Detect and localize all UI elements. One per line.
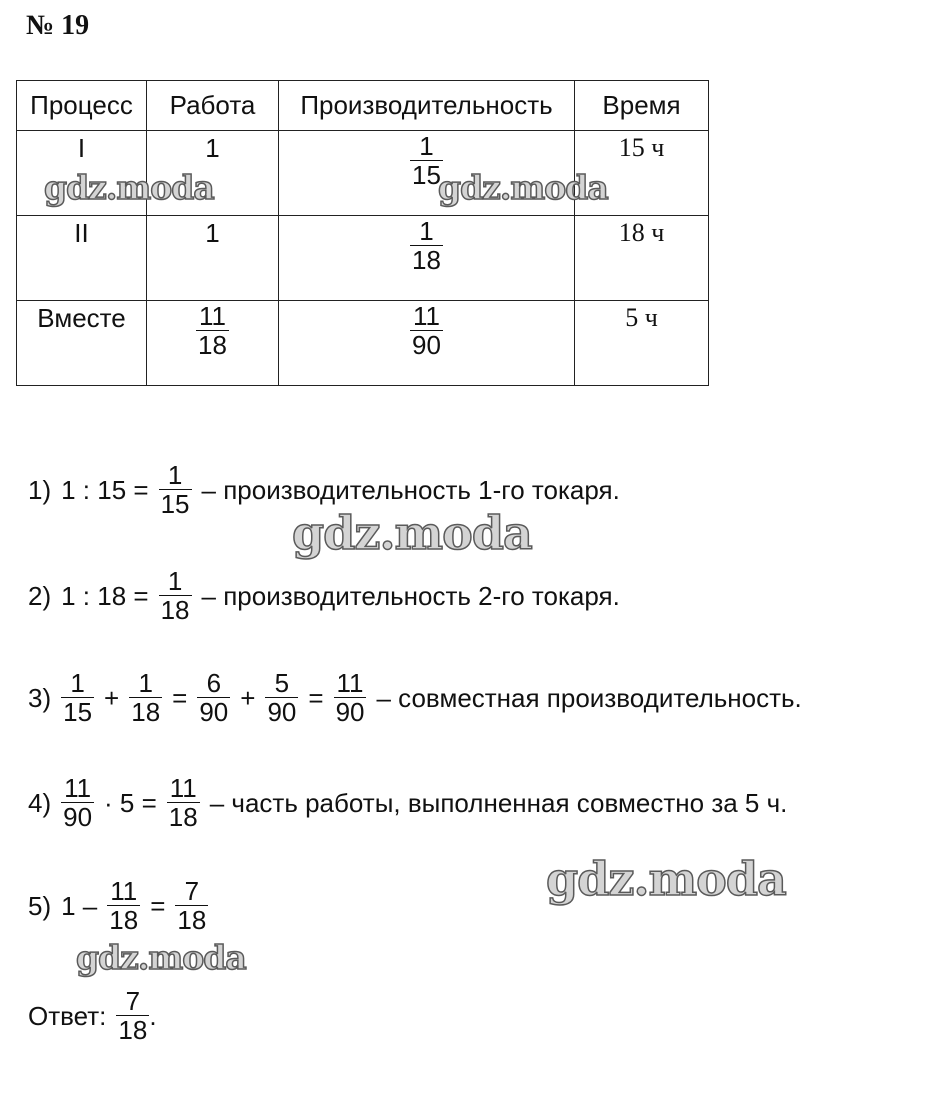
operator: = bbox=[172, 682, 188, 713]
cell-work: 1 bbox=[147, 131, 279, 216]
fraction bbox=[129, 670, 162, 727]
cell-productivity bbox=[279, 131, 575, 216]
cell-process: Вместе bbox=[17, 301, 147, 386]
fraction bbox=[334, 670, 367, 727]
denominator: 18 bbox=[198, 330, 227, 361]
numerator: 1 bbox=[419, 131, 434, 161]
step-text: – часть работы, выполненная совместно за 5 ч. bbox=[209, 787, 788, 818]
step-text: – совместная производительность. bbox=[376, 682, 802, 713]
step-label: 5) bbox=[28, 890, 52, 921]
fraction bbox=[265, 670, 298, 727]
data-table bbox=[16, 80, 709, 386]
step-expression: 1 : 18 = bbox=[61, 580, 149, 611]
denominator: 90 bbox=[412, 330, 441, 361]
answer-label: Ответ: bbox=[28, 1000, 107, 1031]
table-header-row bbox=[17, 81, 709, 131]
solution-step-5 bbox=[28, 878, 208, 935]
denominator: 18 bbox=[177, 905, 207, 936]
denominator: 18 bbox=[168, 802, 198, 833]
header-work: Работа bbox=[147, 81, 279, 131]
step-expression: 1 : 15 = bbox=[61, 474, 149, 505]
fraction bbox=[159, 568, 192, 625]
numerator: 11 bbox=[64, 773, 92, 803]
numerator: 5 bbox=[274, 668, 290, 698]
cell-time: 5 ч bbox=[575, 301, 709, 386]
numerator: 1 bbox=[138, 668, 153, 698]
fraction bbox=[61, 670, 94, 727]
step-label: 3) bbox=[28, 682, 52, 713]
numerator: 11 bbox=[198, 301, 226, 331]
solution-step-1 bbox=[28, 462, 620, 519]
denominator: 15 bbox=[412, 160, 441, 191]
step-text: – производительность 2-го токаря. bbox=[201, 580, 620, 611]
numerator: 1 bbox=[167, 566, 183, 596]
operator: + bbox=[240, 682, 256, 713]
cell-productivity bbox=[279, 301, 575, 386]
step-label: 2) bbox=[28, 580, 52, 611]
denominator: 18 bbox=[109, 905, 139, 936]
cell-work bbox=[147, 301, 279, 386]
cell-process: II bbox=[17, 216, 147, 301]
denominator: 90 bbox=[63, 802, 93, 833]
fraction bbox=[410, 303, 443, 360]
cell-time: 15 ч bbox=[575, 131, 709, 216]
step-text: – производительность 1-го токаря. bbox=[201, 474, 620, 505]
watermark: gdz.moda bbox=[44, 168, 214, 207]
solution-step-2 bbox=[28, 568, 620, 625]
fraction bbox=[196, 303, 229, 360]
watermark: gdz.moda bbox=[438, 168, 608, 207]
solution-step-3 bbox=[28, 670, 802, 727]
numerator: 7 bbox=[125, 986, 141, 1016]
fraction bbox=[116, 988, 149, 1045]
step-expression: · 5 = bbox=[104, 787, 157, 818]
header-time: Время bbox=[575, 81, 709, 131]
table-row bbox=[17, 131, 709, 216]
table-row bbox=[17, 216, 709, 301]
answer bbox=[28, 988, 157, 1045]
operator: = bbox=[150, 890, 166, 921]
fraction bbox=[167, 775, 200, 832]
numerator: 1 bbox=[70, 668, 85, 698]
numerator: 1 bbox=[167, 460, 183, 490]
cell-time: 18 ч bbox=[575, 216, 709, 301]
denominator: 18 bbox=[160, 595, 190, 626]
operator: + bbox=[104, 682, 120, 713]
fraction bbox=[410, 218, 443, 275]
denominator: 18 bbox=[131, 697, 161, 728]
watermark: gdz.moda bbox=[292, 506, 532, 560]
denominator: 18 bbox=[118, 1015, 148, 1046]
denominator: 18 bbox=[412, 245, 441, 276]
fraction bbox=[159, 462, 192, 519]
denominator: 90 bbox=[335, 697, 365, 728]
table-row bbox=[17, 301, 709, 386]
cell-process: I bbox=[17, 131, 147, 216]
numerator: 6 bbox=[206, 668, 222, 698]
answer-end: . bbox=[149, 1000, 157, 1031]
denominator: 15 bbox=[63, 697, 93, 728]
numerator: 11 bbox=[412, 301, 440, 331]
denominator: 90 bbox=[267, 697, 297, 728]
fraction bbox=[410, 133, 443, 190]
watermark: gdz.moda bbox=[546, 852, 786, 906]
numerator: 1 bbox=[419, 216, 434, 246]
watermark: gdz.moda bbox=[76, 938, 246, 977]
denominator: 90 bbox=[199, 697, 229, 728]
numerator: 11 bbox=[110, 876, 138, 906]
fraction bbox=[107, 878, 140, 935]
fraction bbox=[197, 670, 230, 727]
step-label: 4) bbox=[28, 787, 52, 818]
numerator: 11 bbox=[336, 668, 364, 698]
denominator: 15 bbox=[160, 489, 190, 520]
operator: = bbox=[308, 682, 324, 713]
header-process: Процесс bbox=[17, 81, 147, 131]
solution-step-4 bbox=[28, 775, 787, 832]
cell-productivity bbox=[279, 216, 575, 301]
step-label: 1) bbox=[28, 474, 52, 505]
numerator: 7 bbox=[184, 876, 200, 906]
cell-work: 1 bbox=[147, 216, 279, 301]
numerator: 11 bbox=[169, 773, 197, 803]
step-expression: 1 – bbox=[61, 890, 98, 921]
header-productivity: Производительность bbox=[279, 81, 575, 131]
fraction bbox=[175, 878, 208, 935]
problem-number: № 19 bbox=[26, 10, 90, 41]
fraction bbox=[61, 775, 94, 832]
